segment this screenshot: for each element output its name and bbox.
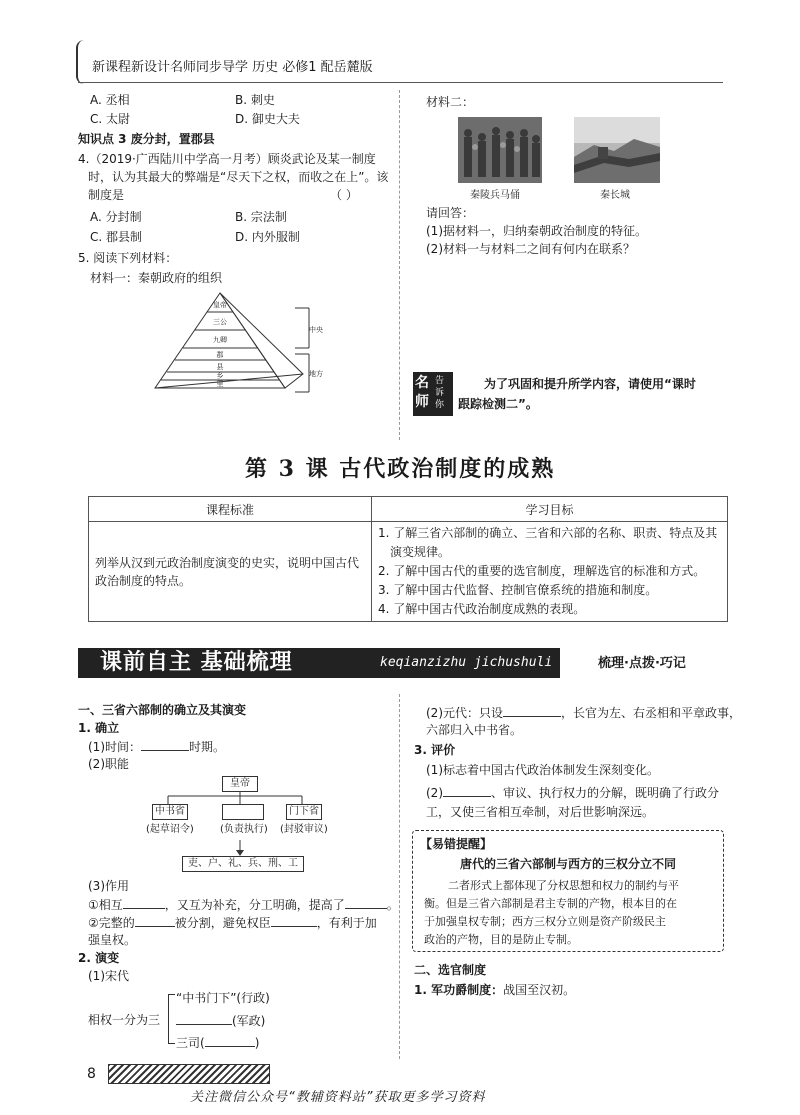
course-standards-table	[88, 496, 728, 622]
subsection-2: 2. 演变	[78, 951, 120, 965]
evaluate-2-pre: (2)	[426, 786, 443, 800]
pyramid-level-2: 三公	[213, 318, 227, 326]
banner-right: 梳理·点拨·巧记	[598, 656, 686, 671]
goal-3: 3. 了解中国古代监督、控制官僚系统的措施和制度。	[378, 583, 658, 597]
option-c: C. 太尉	[90, 112, 131, 126]
role-2-line2: 强皇权。	[88, 933, 137, 947]
yuan-line	[426, 704, 741, 721]
military-line	[176, 1012, 265, 1029]
material-2-label: 材料二：	[426, 95, 475, 109]
pyramid-level-4: 郡	[216, 351, 224, 359]
evaluate-1: (1)标志着中国古代政治体制发生深刻变化。	[426, 763, 659, 777]
col-goals: 学习目标	[372, 497, 728, 522]
tip-line1: 二者形式上都体现了分权思想和权力的制约与平	[448, 879, 679, 892]
standard-cell	[89, 522, 372, 622]
yuan-line2: 六部归入中书省。	[426, 723, 523, 737]
goals-cell	[372, 522, 728, 622]
evaluate-2-line2: 工，又使三省相互牵制，对后世影响深远。	[426, 805, 655, 819]
footer-note: 关注微信公众号“教辅资料站”获取更多学习资料	[190, 1090, 486, 1105]
goal-4: 4. 了解中国古代政治制度成熟的表现。	[378, 602, 586, 616]
q4-option-b: B. 宗法制	[235, 210, 287, 224]
pyramid-side-central: 中央	[309, 326, 323, 334]
fuze-sub: (负责执行)	[220, 824, 268, 835]
qin-great-wall-image	[574, 117, 660, 183]
yuan-blank	[503, 704, 561, 717]
song-label: (1)宋代	[88, 969, 129, 983]
sansi-blank	[205, 1034, 255, 1047]
great-wall-photo	[574, 117, 660, 183]
qin-government-pyramid	[145, 288, 325, 413]
split-three: 相权一分为三	[88, 1013, 161, 1027]
column-divider-top	[399, 90, 400, 440]
tip-line4: 政治的产物，目的是防止专制。	[424, 933, 578, 946]
time-pre: (1)时间：	[88, 740, 141, 754]
evaluate-2	[426, 784, 719, 801]
header-bracket	[76, 40, 86, 84]
standard-line2: 政治制度的特点。	[95, 573, 192, 588]
pyramid-level-7: 里	[216, 380, 224, 388]
material-1-label: 材料一：秦朝政府的组织	[90, 271, 223, 285]
teacher-badge	[413, 372, 453, 416]
answer-paren: （ ）	[330, 188, 358, 202]
role-1-blank-b	[345, 896, 387, 909]
knowledge-point-3: 知识点 3 废分封，置郡县	[78, 132, 215, 146]
question-5: 5. 阅读下列材料：	[78, 251, 178, 265]
option-b: B. 刺史	[235, 93, 275, 107]
six-ministries-box: 吏、户、礼、兵、刑、工	[182, 856, 304, 872]
evaluate-2-blank	[443, 784, 491, 797]
time-post: 时期。	[189, 740, 226, 754]
sansi-line	[176, 1034, 259, 1051]
table-row	[89, 522, 728, 622]
military-blank	[176, 1012, 232, 1025]
q4-option-d: D. 内外服制	[235, 230, 300, 244]
teacher-note-line1: 为了巩固和提升所学内容，请使用“课时	[484, 377, 696, 391]
role-1-pre: ①相互	[88, 898, 123, 912]
ask-label: 请回答：	[426, 206, 475, 220]
zhongshu-sub: (起草诏令)	[146, 824, 194, 835]
table-header-row	[89, 497, 728, 522]
q4-option-c: C. 郡县制	[90, 230, 143, 244]
pyramid-level-3: 九卿	[213, 336, 227, 344]
section-1-title: 一、三省六部制的确立及其演变	[78, 703, 247, 717]
banner-title: 课前自主 基础梳理	[100, 650, 293, 675]
menxia-box: 门下省	[286, 804, 322, 820]
goal-1b: 演变规律。	[390, 545, 451, 559]
photo2-caption: 秦长城	[600, 190, 630, 201]
pyramid-level-5: 县	[216, 363, 224, 371]
tip-label: 【易错提醒】	[420, 837, 493, 851]
role-2-mid: 被分割，避免权臣	[174, 916, 271, 930]
question-4-line3: 制度是	[88, 188, 125, 202]
teacher-badge-main: 名师	[415, 375, 429, 410]
pyramid-level-6: 乡	[216, 372, 224, 380]
subsection-3: 3. 评价	[414, 743, 456, 757]
teacher-note-line2: 跟踪检测二”。	[458, 397, 538, 411]
question-4-line1: 4.（2019·广西陆川中学高一月考）顾炎武论及某一制度	[78, 152, 376, 166]
pyramid-level-1: 皇帝	[213, 301, 227, 309]
standard-line1: 列举从汉到元政治制度演变的史实，说明中国古代	[95, 555, 360, 570]
q4-option-a: A. 分封制	[90, 210, 142, 224]
role-1-post: 。	[386, 898, 399, 912]
header-rule	[78, 82, 723, 83]
time-line	[88, 738, 225, 755]
option-d: D. 御史大夫	[235, 112, 300, 126]
teacher-badge-sub: 告诉你	[435, 376, 445, 410]
evaluate-2-post: 、审议、执行权力的分解，既明确了行政分	[491, 786, 720, 800]
yuan-post: ，长官为左、右丞相和平章政事，	[561, 706, 742, 720]
military-merit-post: 战国至汉初。	[503, 983, 576, 997]
military-merit-line	[414, 982, 575, 998]
goal-1a: 1. 了解三省六部制的确立、三省和六部的名称、职责、特点及其	[378, 526, 718, 540]
pyramid-side-local: 地方	[309, 370, 323, 378]
role-1-blank-a	[123, 896, 165, 909]
ask-1: (1)据材料一，归纳秦朝政治制度的特征。	[426, 224, 647, 238]
tip-title: 唐代的三省六部制与西方的三权分立不同	[460, 857, 677, 871]
question-4-line2: 时，认为其最大的弊端是“尽天下之权，而收之在上”。该	[88, 170, 389, 184]
yuan-pre: (2)元代：只设	[426, 706, 503, 720]
col-standard: 课程标准	[89, 497, 372, 522]
time-blank	[141, 738, 189, 751]
header-title: 新课程新设计名师同步导学 历史 必修1 配岳麓版	[92, 60, 373, 75]
menxia-sub: (封驳审议)	[280, 824, 328, 835]
emperor-box: 皇帝	[222, 776, 258, 792]
zhongshu-menxia: “中书门下”(行政)	[176, 991, 270, 1005]
military-merit-pre: 1. 军功爵制度：	[414, 983, 504, 997]
role-2	[88, 914, 377, 931]
subsection-1: 1. 确立	[78, 721, 120, 735]
role-2-blank-a	[135, 914, 175, 927]
photo1-caption: 秦陵兵马俑	[470, 190, 520, 201]
function-label: (2)职能	[88, 757, 129, 771]
role-1-mid: ，又互为补充，分工明确，提高了	[164, 898, 345, 912]
brace	[168, 994, 175, 1044]
zhongshu-box: 中书省	[152, 804, 188, 820]
tip-line2: 衡。但是三省六部制是君主专制的产物，根本目的在	[424, 897, 677, 910]
sansi-text: 三司(	[176, 1036, 205, 1050]
terracotta-photo	[458, 117, 542, 183]
role-2-pre: ②完整的	[88, 916, 135, 930]
terracotta-army-image	[458, 117, 542, 183]
section-2-title: 二、选官制度	[414, 963, 487, 977]
banner-subtitle: keqianzizhu jichushuli	[380, 655, 553, 670]
role-2-post: ，有利于加	[316, 916, 377, 930]
role-label: (3)作用	[88, 879, 129, 893]
role-1	[88, 896, 399, 913]
tip-line3: 于加强皇权专制；西方三权分立则是资产阶级民主	[424, 915, 666, 928]
ask-2: (2)材料一与材料二之间有何内在联系？	[426, 242, 635, 256]
shangshu-blank-box	[222, 804, 264, 820]
role-2-blank-b	[271, 914, 317, 927]
goal-2: 2. 了解中国古代的重要的选官制度，理解选官的标准和方式。	[378, 564, 706, 578]
sansi-end: )	[254, 1036, 260, 1050]
military-text: (军政)	[232, 1014, 266, 1028]
lesson-title: 第 3 课 古代政治制度的成熟	[245, 456, 556, 482]
option-a: A. 丞相	[90, 93, 130, 107]
page-number: 8	[87, 1066, 96, 1082]
column-divider-bottom	[399, 694, 400, 1059]
